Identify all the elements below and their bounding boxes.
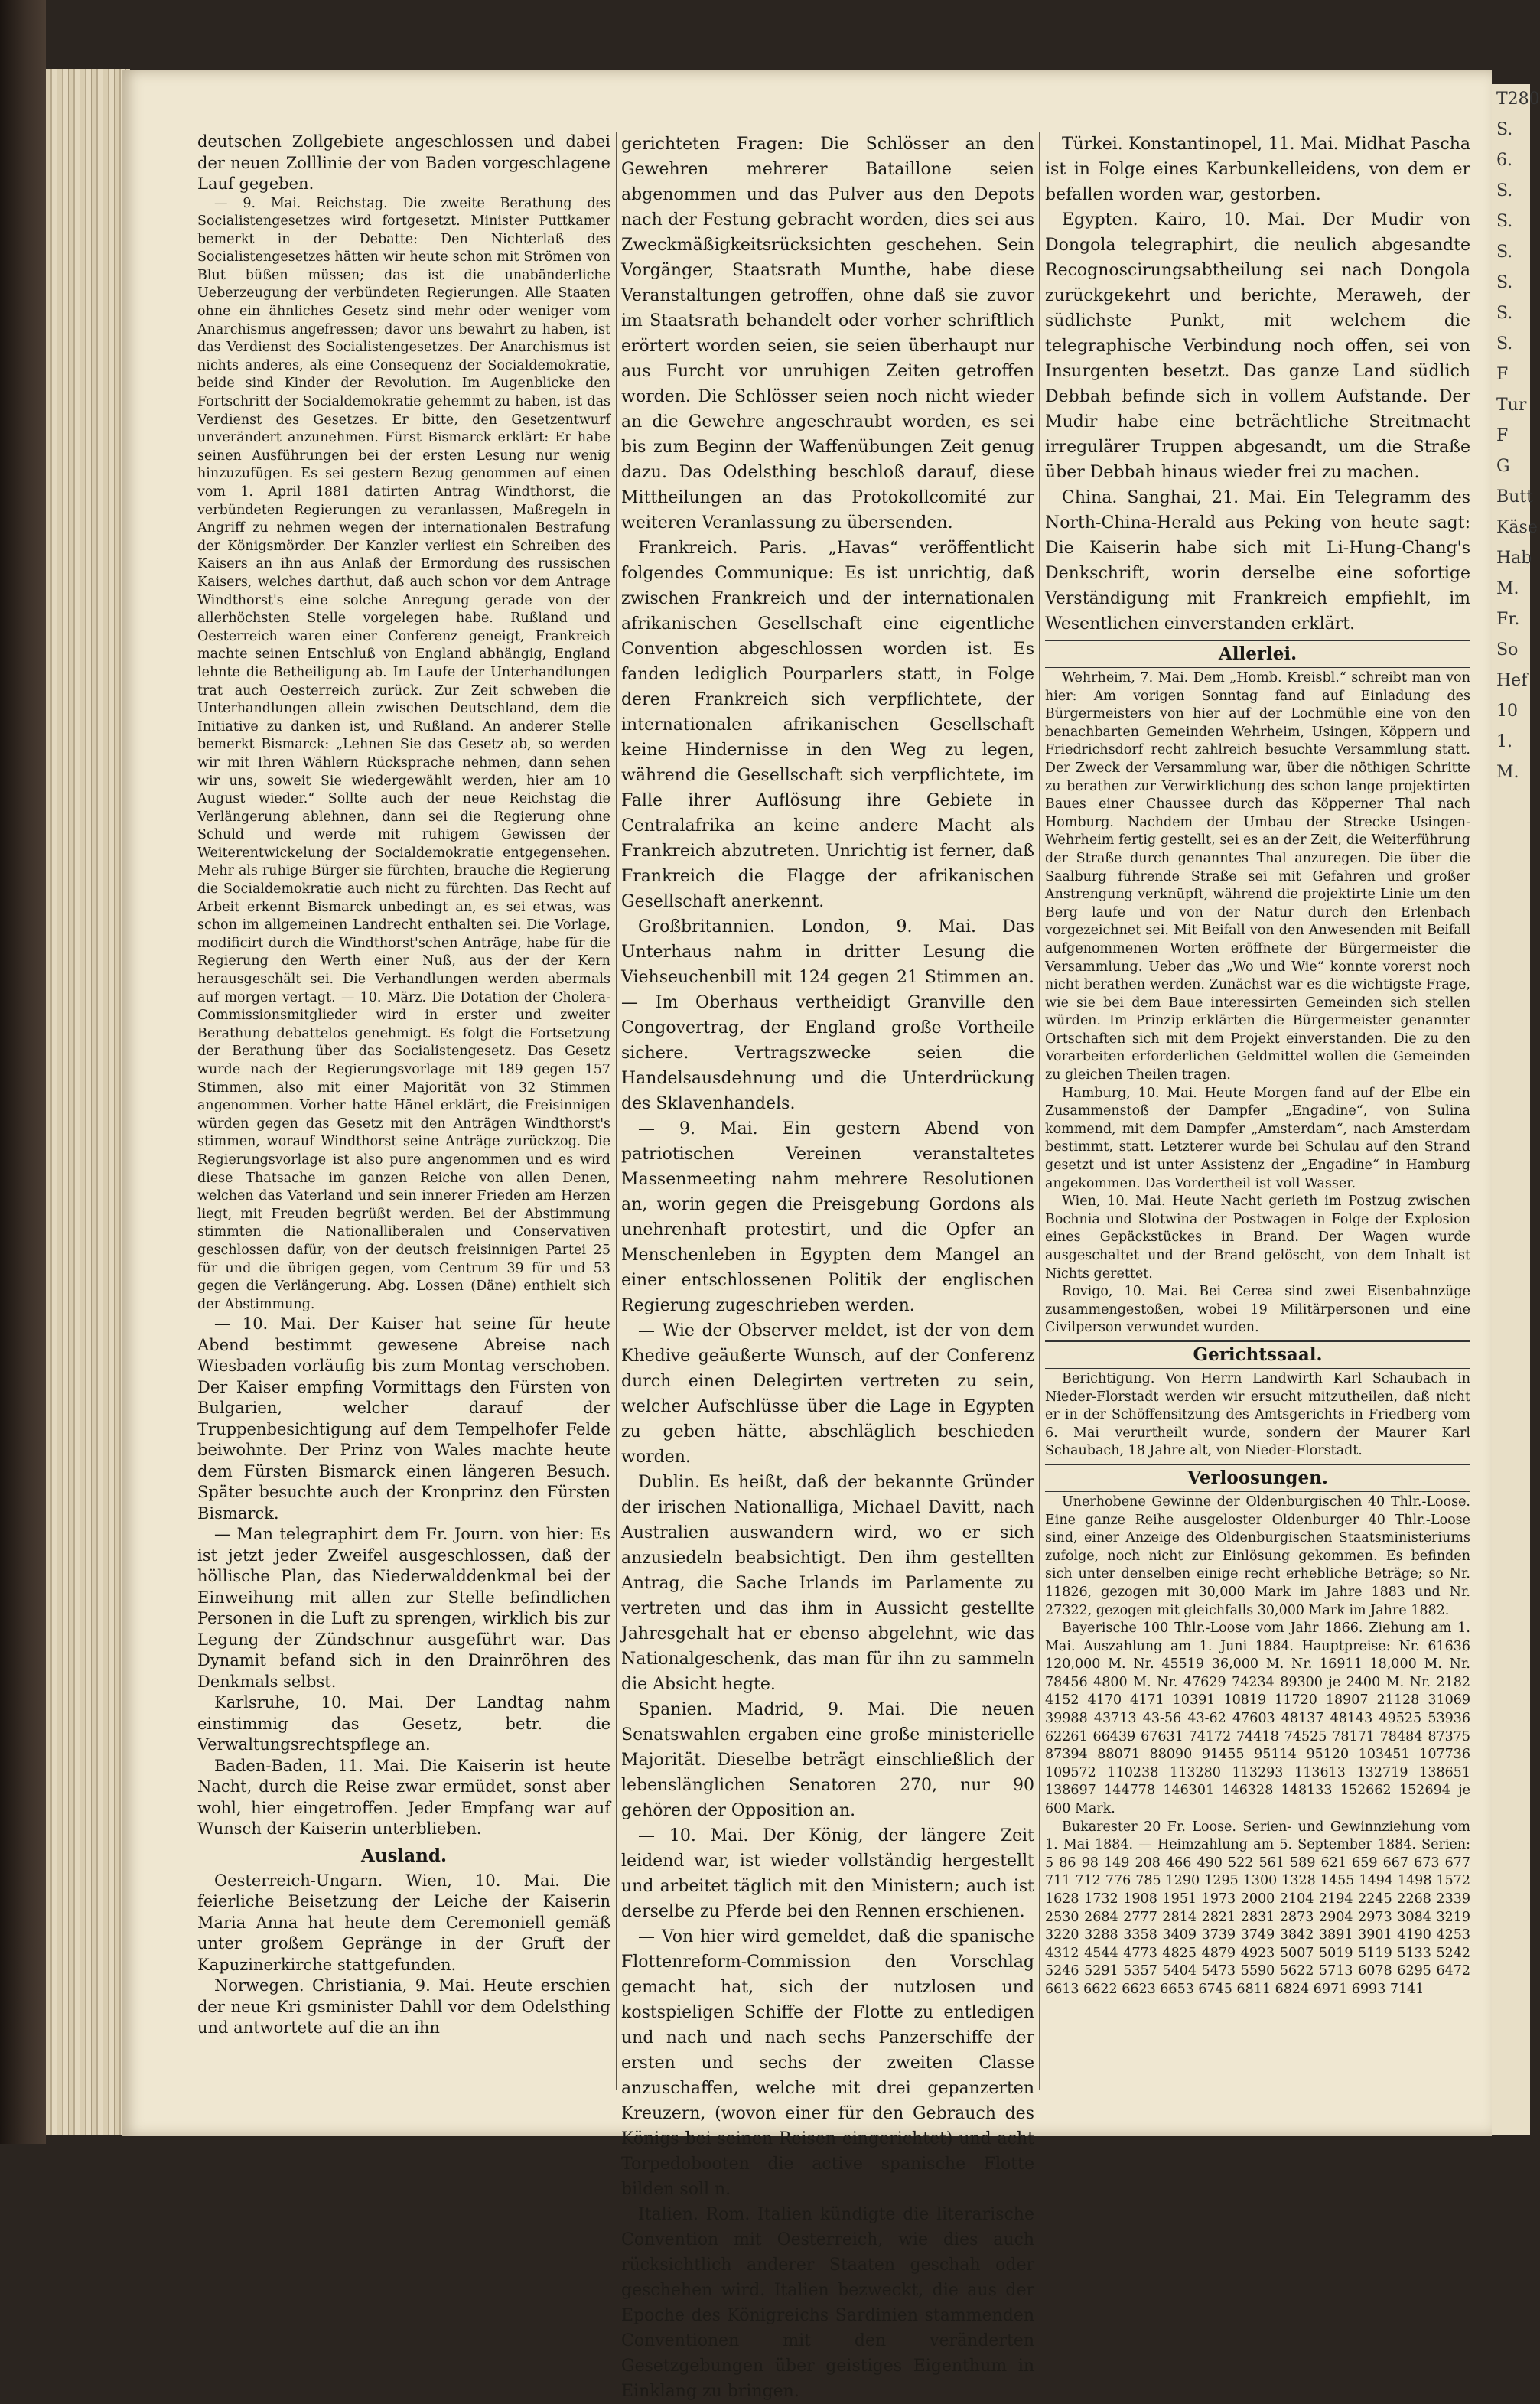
facing-page-text: So <box>1496 640 1519 660</box>
section-heading-allerlei: Allerlei. <box>1045 640 1470 668</box>
facing-page-text: S. <box>1496 304 1513 323</box>
paragraph: — 9. Mai. Ein gestern Abend von patriotischen Vereinen veranstaltetes Massenmeeting nahm mehrere Resolutionen an, worin gegen die Preisgebung Gordons als unehrenhaft protestirt, und die Opfer an Menschenleben in Egypten dem Mangel an einer entschlossenen Politik der englischen Regierung zugeschrieben werden. <box>621 1119 1034 1315</box>
facing-page-text: Fr. <box>1496 610 1520 629</box>
reichstag-report: — 9. Mai. Reichstag. Die zweite Berathung des Socialistengesetzes wird fortgesetzt. Minister Puttkamer bemerkt in der Debatte: Den Nichterlaß des Socialistengesetzes hätten wir heute schon mit Strömen von Blut büßen müssen; das ist die unabänderliche Ueberzeugung der verbündeten Regierungen. Alle Staaten ohne ein ähnliches Gesetz sind mehr oder weniger vom Anarchismus angefressen; davor uns bewahrt zu haben, ist das Verdienst des Socialistengesetzes. Der Anarchismus ist nichts anderes, als eine Consequenz der Socialdemokratie, beide sind Kinder der Revolution. Im Augenblicke den Fortschritt der Socialdemokratie gehemmt zu haben, ist das Verdienst des Gesetzes. Er bitte, den Gesetzentwurf unverändert anzunehmen. Fürst Bismarck erklärt: Er habe seinen Ausführungen bei der ersten Lesung nur wenig hinzuzufügen. Es sei gestern Bezug genommen auf einen vom 1. April 1881 datirten Antrag Windthorst, die verbündeten Regierungen zu veranlassen, Maßregeln in Angriff zu nehmen wegen der internationalen Bestrafung der Königsmörder. Der Kanzler verliest ein Schreiben des Kaisers an ihn aus Anlaß der Ermordung des russischen Kaisers, welches darthut, daß auch schon vor dem Antrage Windthorst's eine solche Anregung gerade von der allerhöchsten Stelle vorgelegen habe. Rußland und Oesterreich waren einer Conferenz geneigt, Frankreich machte seinen Entschluß von England abhängig, England lehnte die Betheiligung ab. Im Laufe der Unterhandlungen trat auch Oesterreich zurück. Zur Zeit schweben die Unterhandlungen allein zwischen Deutschland, dem die Initiative zu danken ist, und Rußland. An anderer Stelle bemerkt Bismarck: „Lehnen Sie das Gesetz ab, so werden wir mit Ihren Wählern Rücksprache nehmen, dann sehen wir uns, soweit Sie wiedergewählt werden, hier am 10 August wieder.“ Sollte auch der neue Reichstag die Verlängerung ablehnen, dann sei die Regierung ohne Schuld und werde mit ruhigem Gewissen der Weiterentwickelung der Socialdemokratie entgegensehen. Mehr als ruhige Bürger sie fürchten, brauche die Regierung die Socialdemokratie auch nicht zu fürchten. Das Recht auf Arbeit erkennt Bismarck unbedingt an, es sei etwas, was schon im allgemeinen Landrecht enthalten sei. Die Vorlage, modificirt durch die Windthorst'schen Anträge, habe für die Regierung den Werth einer Nuß, aus der der Kern herausgeschält sei. Die Verhandlungen werden abermals auf morgen vertagt. — 10. März. Die Dotation der Cholera-Commissionsmitglieder wird in erster und zweiter Berathung debattelos genehmigt. Es folgt die Fortsetzung der Berathung über das Socialistengesetz. Das Gesetz wurde nach der Regierungsvorlage mit 189 gegen 157 Stimmen, also mit einer Majorität von 32 Stimmen angenommen. Vorher hatte Hänel erklärt, die Freisinnigen würden gegen das Gesetz mit den Anträgen Windthorst's stimmen, worauf Windthorst seine Anträge zurückzog. Die Regierungsvorlage ist also pure angenommen und es wird diese Thatsache im ganzen Reiche von allen Denen, welchen das Vaterland und sein innerer Frieden am Herzen liegt, mit Freuden begrüßt werden. Bei der Abstimmung stimmten die Nationalliberalen und Conservativen geschlossen dafür, von der deutsch freisinnigen Partei 25 für und die übrigen gegen, vom Centrum 39 für und 53 gegen die Verlängerung. Abg. Lossen (Däne) enthielt sich der Abstimmung. <box>197 195 610 1312</box>
paragraph: Türkei. Konstantinopel, 11. Mai. Midhat Pascha ist in Folge eines Karbunkelleidens, von dem er befallen worden war, gestorben. <box>1045 135 1470 204</box>
column-rule <box>616 132 617 2090</box>
section-heading-verloosungen: Verloosungen. <box>1045 1464 1470 1492</box>
paragraph: Karlsruhe, 10. Mai. Der Landtag nahm einstimmig das Gesetz, betr. die Verwaltungsrechtspflege an. <box>197 1693 610 1754</box>
paragraph: Spanien. Madrid, 9. Mai. Die neuen Senatswahlen ergaben eine große ministerielle Majorität. Dieselbe beträgt einschließlich der lebenslänglichen Senatoren 270, nur 90 gehören der Opposition an. <box>621 1700 1034 1820</box>
paragraph: Berichtigung. Von Herrn Landwirth Karl Schaubach in Nieder-Florstadt werden wir ersucht mitzutheilen, daß nicht er in der Schöffensitzung des Amtsgerichts in Friedberg vom 6. Mai verurtheilt wurde, sondern der Maurer Karl Schaubach, 18 Jahre alt, von Nieder-Florstadt. <box>1045 1370 1470 1459</box>
facing-page-text: Hab <box>1496 549 1532 568</box>
paragraph: — Von hier wird gemeldet, daß die spanische Flottenreform-Commission den Vorschlag gemacht hat, sich der nutzlosen und kostspieligen Schiffe der Flotte zu entledigen und nach und nach sechs Panzerschiffe der ersten und sechs der zweiten Classe anzuschaffen, welche mit drei gepanzerten Kreuzern, (wovon einer für den Gebrauch des Königs bei seinen Reisen eingerichtet) und acht Torpedobooten die active spanische Flotte bilden soll n. <box>621 1927 1034 2199</box>
paragraph: — 10. Mai. Der Kaiser hat seine für heute Abend bestimmt gewesene Abreise nach Wiesbaden vorläufig bis zum Montag verschoben. Der Kaiser empfing Vormittags den Fürsten von Bulgarien, welcher darauf der Truppenbesichtigung auf dem Tempelhofer Felde beiwohnte. Der Prinz von Wales machte heute dem Fürsten Bismarck einen längeren Besuch. Später besuchte auch der Kronprinz den Fürsten Bismarck. <box>197 1314 610 1523</box>
section-heading-ausland: Ausland. <box>361 1845 447 1866</box>
facing-page-text: 6. <box>1496 151 1512 170</box>
facing-page-text: M. <box>1496 579 1519 598</box>
paragraph: — 10. Mai. Der König, der längere Zeit leidend war, ist wieder vollständig hergestellt und arbeitet täglich mit den Ministern; auch ist derselbe zu Pferde bei den Rennen erschienen. <box>621 1826 1034 1921</box>
facing-page-text: S. <box>1496 273 1513 292</box>
column-rule <box>1039 132 1040 2090</box>
paragraph: Bukarester 20 Fr. Loose. Serien- und Gewinnziehung vom 1. Mai 1884. — Heimzahlung am 5. September 1884. Serien: 5 86 98 149 208 466 490 522 561 589 621 659 667 673 677 711 712 776 785 1290 1295 1300 1328 1455 1494 1498 1572 1628 1732 1908 1951 1973 2000 2104 2194 2245 2268 2339 2530 2684 2777 2814 2821 2831 2873 2904 2973 3084 3219 3220 3288 3358 3409 3739 3749 3842 3891 3901 4190 4253 4312 4544 4773 4825 4879 4923 5007 5019 5119 5133 5242 5246 5291 5357 5404 5473 5590 5622 5713 6078 6295 6472 6613 6622 6623 6653 6745 6811 6824 6971 6993 7141 <box>1045 1819 1470 1997</box>
facing-page-text: G <box>1496 457 1510 476</box>
facing-page-text: F <box>1496 365 1509 384</box>
paragraph: Großbritannien. London, 9. Mai. Das Unterhaus nahm in dritter Lesung die Viehseuchenbill mit 124 gegen 21 Stimmen an. — Im Oberhaus vertheidigt Granville den Congovertrag, der England große Vortheile sichere. Vertragszwecke seien die Handelsausdehnung und die Unterdrückung des Sklavenhandels. <box>621 917 1034 1113</box>
facing-page-text: M. <box>1496 763 1519 782</box>
facing-page-text: Hef <box>1496 671 1528 690</box>
paragraph: Italien. Rom. Italien kündigte die literarische Convention mit Oesterreich, wie dies auch rücksichtlich anderer Staaten geschah oder geschehen wird. Italien bezweckt, die aus der Epoche des Königreichs Sardinien stammenden Conventionen mit den veränderten Gesetzgebungen über geistiges Eigenthum in Einklang zu bringen. <box>621 2205 1034 2401</box>
paragraph: deutschen Zollgebiete angeschlossen und dabei der neuen Zolllinie der von Baden vorgeschlagene Lauf gegeben. <box>197 132 610 193</box>
paragraph: Frankreich. Paris. „Havas“ veröffentlicht folgendes Communique: Es ist unrichtig, daß zwischen Frankreich und der internationalen afrikanischen Gesellschaft eine eigentliche Convention abgeschlossen worden ist. Es fanden lediglich Pourparlers statt, in Folge deren Frankreich sich verpflichtete, der internationalen afrikanischen Gesellschaft keine Hindernisse in den Weg zu legen, während die Gesellschaft sich verpflichtete, im Falle ihrer Auflösung ihre Gebiete in Centralafrika an keine andere Macht als Frankreich abzutreten. Unrichtig ist ferner, daß Frankreich die Flagge der afrikanischen Gesellschaft anerkennt. <box>621 539 1034 911</box>
paragraph: Wien, 10. Mai. Heute Nacht gerieth im Postzug zwischen Bochnia und Slotwina der Postwagen in Folge der Explosion eines Gepäckstückes in Brand. Der Wagen wurde ausgeschaltet und der Brand gelöscht, von dem Inhalt ist Nichts gerettet. <box>1045 1194 1470 1282</box>
facing-page-text: S. <box>1496 181 1513 200</box>
facing-page-text: 10 <box>1496 702 1518 721</box>
facing-page-text: Butt <box>1496 487 1534 507</box>
page-edges <box>46 69 130 2135</box>
column-3 <box>1045 132 1470 1999</box>
paragraph: Baden-Baden, 11. Mai. Die Kaiserin ist heute Nacht, durch die Reise zwar ermüdet, sonst aber wohl, hier eingetroffen. Jeder Empfang war auf Wunsch der Kaiserin unterblieben. <box>197 1756 610 1839</box>
section-heading-gerichtssaal: Gerichtssaal. <box>1045 1340 1470 1369</box>
paragraph: China. Sanghai, 21. Mai. Ein Telegramm des North-China-Herald aus Peking von heute sagt: Die Kaiserin habe sich mit Li-Hung-Chang's Denkschrift, worin derselbe eine sofortige Verständigung mit Frankreich empfiehlt, im Wesentlichen einverstanden erklärt. <box>1045 488 1470 634</box>
facing-page-text: T280 <box>1496 90 1540 109</box>
facing-page-text: Käse <box>1496 518 1538 537</box>
column-1 <box>197 132 610 2039</box>
paragraph: — Wie der Observer meldet, ist der von dem Khedive geäußerte Wunsch, auf der Conferenz durch einen Delegirten vertreten zu sein, welcher Aufschlüsse über die Lage in Egypten zu geben hätte, abschläglich beschieden worden. <box>621 1321 1034 1467</box>
paragraph: Egypten. Kairo, 10. Mai. Der Mudir von Dongola telegraphirt, die neulich abgesandte Recognoscirungsabtheilung sei nach Dongola zurückgekehrt und berichte, Meraweh, der südlichste Punkt, mit welchem die telegraphische Verbindung noch offen, sei von Insurgenten besetzt. Das ganze Land südlich Debbah befinde sich in vollem Aufstande. Der Mudir habe eine beträchtliche Streitmacht irregulärer Truppen abgesandt, um die Straße über Debbah hinaus wieder frei zu machen. <box>1045 210 1470 482</box>
facing-page-text: Tur <box>1496 396 1527 415</box>
paragraph: — Man telegraphirt dem Fr. Journ. von hier: Es ist jetzt jeder Zweifel ausgeschlossen, daß der höllische Plan, das Niederwalddenkmal bei der Einweihung mit allen zur Stelle befindlichen Personen in die Luft zu sprengen, wirklich bis zur Legung der Zündschnur ausgeführt war. Das Dynamit befand sich in den Drainröhren des Denkmals selbst. <box>197 1525 610 1691</box>
paragraph: Bayerische 100 Thlr.-Loose vom Jahr 1866. Ziehung am 1. Mai. Auszahlung am 1. Juni 1884. Hauptpreise: Nr. 61636 120,000 M. Nr. 45519 36,000 M. Nr. 16911 18,000 M. Nr. 78456 4800 M. Nr. 47629 74234 89300 je 2400 M. Nr. 2182 4152 4170 4171 10391 10819 11720 18907 21128 31069 39988 43713 43-56 43-62 47603 48137 48143 49525 53936 62261 66439 67631 74172 74418 74525 78171 78484 87375 87394 88071 88090 91455 95114 95120 103451 107736 109572 110238 113280 113293 113613 132719 138651 138697 144778 146301 146328 148133 152662 152694 je 600 Mark. <box>1045 1621 1470 1817</box>
facing-page-fragment <box>1492 84 1540 2135</box>
paragraph: Dublin. Es heißt, daß der bekannte Gründer der irischen Nationalliga, Michael Davitt, nach Australien auswandern wird, wo er sich anzusiedeln beabsichtigt. Den ihm gestellten Antrag, die Sache Irlands im Parlamente zu vertreten und das ihm in Aussicht gestellte Jahresgehalt hat er ebenso abgelehnt, wie das Nationalgeschenk, das man für ihn zu sammeln die Absicht hegte. <box>621 1473 1034 1694</box>
paragraph: Hamburg, 10. Mai. Heute Morgen fand auf der Elbe ein Zusammenstoß der Dampfer „Engadine“, von Sulina kommend, mit dem Dampfer „Amsterdam“, nach Amsterdam bestimmt, statt. Letzterer wurde bei Schulau auf den Strand gesetzt und ist unter Assistenz der „Engadine“ in Hamburg angekommen. Das Vordertheil ist voll Wasser. <box>1045 1085 1470 1191</box>
facing-page-text: F <box>1496 426 1509 445</box>
paragraph: Rovigo, 10. Mai. Bei Cerea sind zwei Eisenbahnzüge zusammengestoßen, wobei 19 Militärpersonen und eine Civilperson verwundet wurden. <box>1045 1284 1470 1336</box>
paragraph: Oesterreich-Ungarn. Wien, 10. Mai. Die feierliche Beisetzung der Leiche der Kaiserin Maria Anna hat heute dem Ceremoniell gemäß unter großem Gepränge in der Gruft der Kapuzinerkirche stattgefunden. <box>197 1871 610 1974</box>
paragraph: Wehrheim, 7. Mai. Dem „Homb. Kreisbl.“ schreibt man von hier: Am vorigen Sonntag fand auf Einladung des Bürgermeisters von hier auf der Lochmühle eine von den benachbarten Gemeinden Wehrheim, Usingen, Köppern und Friedrichsdorf recht zahlreich besuchte Versammlung statt. Der Zweck der Versammlung war, über die nöthigen Schritte zu berathen zur Verwirklichung des schon lange projektirten Baues einer Chaussee durch das Köpperner Thal nach Homburg. Nachdem der Umbau der Strecke Usingen-Wehrheim fertig gestellt, sei es an der Zeit, die Weiterführung der Straße durch genanntes Thal anzuregen. Die über die Saalburg führende Straße sei mit Gefahren und großer Anstrengung verknüpft, während die projektirte Linie um den Berg laufe und von der Natur durch den Erlenbach vorgezeichnet sei. Mit Beifall von den Anwesenden mit Beifall aufgenommenen Worten eröffnete der Bürgermeister die Versammlung. Ueber das „Wo und Wie“ konnte vorerst noch nicht berathen werden. Zunächst war es die wichtigste Frage, wie sie bei dem Baue interessirten Gemeinden sich stellen würden. Im Prinzip erklärten die Bürgermeister genannter Ortschaften sich mit dem Projekt einverstanden. Die zu den Vorarbeiten erforderlichen Geldmittel wollen die Gemeinden zu gleichen Theilen tragen. <box>1045 670 1470 1083</box>
book-cover <box>0 0 46 2144</box>
facing-page-text: 1. <box>1496 732 1512 751</box>
facing-page-text: S. <box>1496 243 1513 262</box>
facing-page-text: S. <box>1496 334 1513 353</box>
paragraph: Unerhobene Gewinne der Oldenburgischen 40 Thlr.-Loose. Eine ganze Reihe ausgeloster Oldenburger 40 Thlr.-Loose sind, einer Anzeige des Oldenburgischen Staatsministeriums zufolge, noch nicht zur Einlösung gekommen. Es befinden sich unter denselben einige recht erhebliche Beträge; so Nr. 11826, gezogen mit 30,000 Mark im Jahre 1883 und Nr. 27322, gezogen mit gleichfalls 30,000 Mark im Jahre 1882. <box>1045 1494 1470 1618</box>
column-2 <box>621 132 1034 2404</box>
facing-page-text: S. <box>1496 212 1513 231</box>
facing-page-text: S. <box>1496 120 1513 139</box>
paragraph: Norwegen. Christiania, 9. Mai. Heute erschien der neue Kri gsminister Dahll vor dem Odelsthing und antwortete auf die an ihn <box>197 1976 610 2038</box>
paragraph: gerichteten Fragen: Die Schlösser an den Gewehren mehrerer Bataillone seien abgenommen und das Pulver aus den Depots nach der Festung gebracht worden, dies sei aus Zweckmäßigkeitsrücksichten geschehen. Sein Vorgänger, Staatsrath Munthe, habe diese Veranstaltungen getroffen, ohne daß sie zuvor im Staatsrath behandelt oder vorher schriftlich erörtert worden seien, sie seien überhaupt nur aus Furcht vor unruhigen Zeiten getroffen worden. Die Schlösser seien noch nicht wieder an die Gewehre angeschraubt worden, es sei bis zum Beginn der Waffenübungen Zeit genug dazu. Das Odelsthing beschloß darauf, diese Mittheilungen an das Protokollcomité zur weiteren Veranlassung zu übersenden. <box>621 135 1034 533</box>
